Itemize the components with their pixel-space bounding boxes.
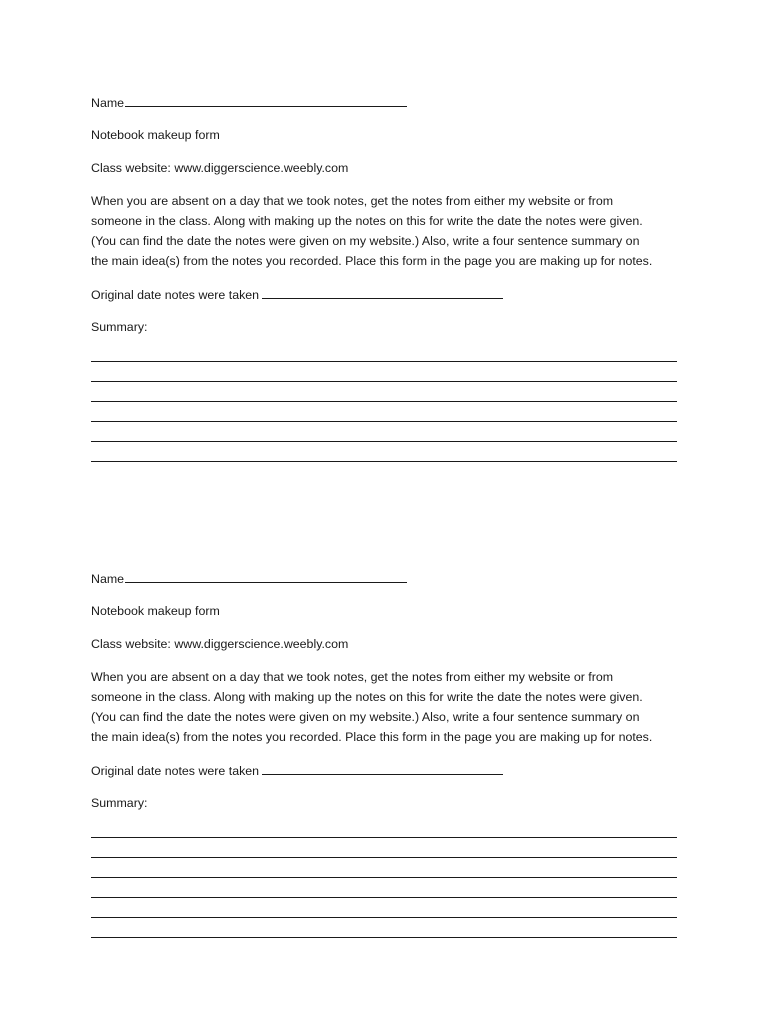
name-label: Name (91, 96, 125, 110)
summary-label: Summary: (91, 320, 148, 334)
summary-write-line[interactable] (91, 898, 677, 918)
name-line (91, 568, 407, 589)
summary-write-line[interactable] (91, 838, 677, 858)
date-label: Original date notes were taken (91, 764, 260, 778)
summary-write-line[interactable] (91, 918, 677, 938)
summary-lines[interactable] (91, 818, 677, 938)
date-line (91, 284, 503, 305)
summary-write-line[interactable] (91, 818, 677, 838)
summary-write-line[interactable] (91, 858, 677, 878)
name-label: Name (91, 572, 125, 586)
summary-write-line[interactable] (91, 402, 677, 422)
class-website: Class website: www.diggerscience.weebly.com (91, 637, 349, 651)
summary-write-line[interactable] (91, 342, 677, 362)
summary-write-line[interactable] (91, 878, 677, 898)
summary-write-line[interactable] (91, 422, 677, 442)
form-title: Notebook makeup form (91, 128, 220, 142)
summary-write-line[interactable] (91, 362, 677, 382)
instructions-line: When you are absent on a day that we took notes, get the notes from either my website or from (91, 194, 614, 208)
date-field[interactable] (262, 760, 503, 775)
summary-write-line[interactable] (91, 442, 677, 462)
name-field[interactable] (125, 568, 407, 583)
name-field[interactable] (125, 92, 407, 107)
instructions-line: the main idea(s) from the notes you recorded. Place this form in the page you are making up for notes. (91, 730, 653, 744)
instructions-line: (You can find the date the notes were given on my website.) Also, write a four sentence summary on (91, 234, 640, 248)
date-field[interactable] (262, 284, 503, 299)
summary-label: Summary: (91, 796, 148, 810)
form-title: Notebook makeup form (91, 604, 220, 618)
summary-lines[interactable] (91, 342, 677, 462)
date-label: Original date notes were taken (91, 288, 260, 302)
summary-write-line[interactable] (91, 382, 677, 402)
instructions-paragraph (91, 191, 681, 271)
name-line (91, 92, 407, 113)
instructions-line: When you are absent on a day that we took notes, get the notes from either my website or from (91, 670, 614, 684)
instructions-line: (You can find the date the notes were given on my website.) Also, write a four sentence summary on (91, 710, 640, 724)
date-line (91, 760, 503, 781)
instructions-paragraph (91, 667, 681, 747)
instructions-line: someone in the class. Along with making up the notes on this for write the date the notes were given. (91, 690, 643, 704)
class-website: Class website: www.diggerscience.weebly.com (91, 161, 349, 175)
instructions-line: the main idea(s) from the notes you recorded. Place this form in the page you are making up for notes. (91, 254, 653, 268)
instructions-line: someone in the class. Along with making up the notes on this for write the date the notes were given. (91, 214, 643, 228)
